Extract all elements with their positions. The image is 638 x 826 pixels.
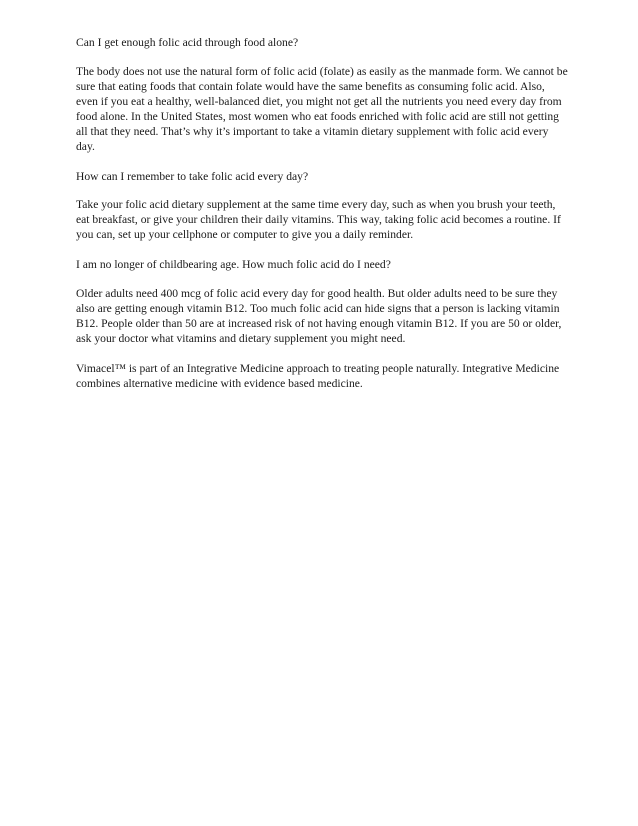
question-older-adults: I am no longer of childbearing age. How much folic acid do I need? — [76, 258, 391, 272]
question-remember-daily: How can I remember to take folic acid every day? — [76, 169, 309, 183]
answer-remember-daily: Take your folic acid dietary supplement at the same time every day, such as when you brush your teeth, eat breakfast, or give your children their daily vitamins. This way, taking folic acid becomes a routine. If you can, set up your cellphone or computer to give you a daily reminder. — [76, 198, 561, 242]
document-body — [76, 35, 568, 405]
answer-older-adults: Older adults need 400 mcg of folic acid every day for good health. But older adults need to be sure they also are getting enough vitamin B12. Too much folic acid can hide signs that a person is lacking vitamin B12. People older than 50 are at increased risk of not having enough vitamin B12. If you are 50 or older, ask your doctor what vitamins and dietary supplement you might need. — [76, 286, 562, 345]
vimacel-statement: Vimacel™ is part of an Integrative Medicine approach to treating people naturally. Integrative Medicine combines alternative medicine with evidence based medicine. — [76, 361, 560, 390]
answer-food-alone: The body does not use the natural form of folic acid (folate) as easily as the manmade form. We cannot be sure that eating foods that contain folate would have the same benefits as consuming folic acid. Also, even if you eat a healthy, well-balanced diet, you might not get all the nutrients you need every day from food alone. In the United States, most women who eat foods enriched with folic acid are still not getting all that they need. That’s why it’s important to take a vitamin dietary supplement with folic acid every day. — [76, 64, 568, 154]
question-food-alone: Can I get enough folic acid through food alone? — [76, 36, 299, 49]
